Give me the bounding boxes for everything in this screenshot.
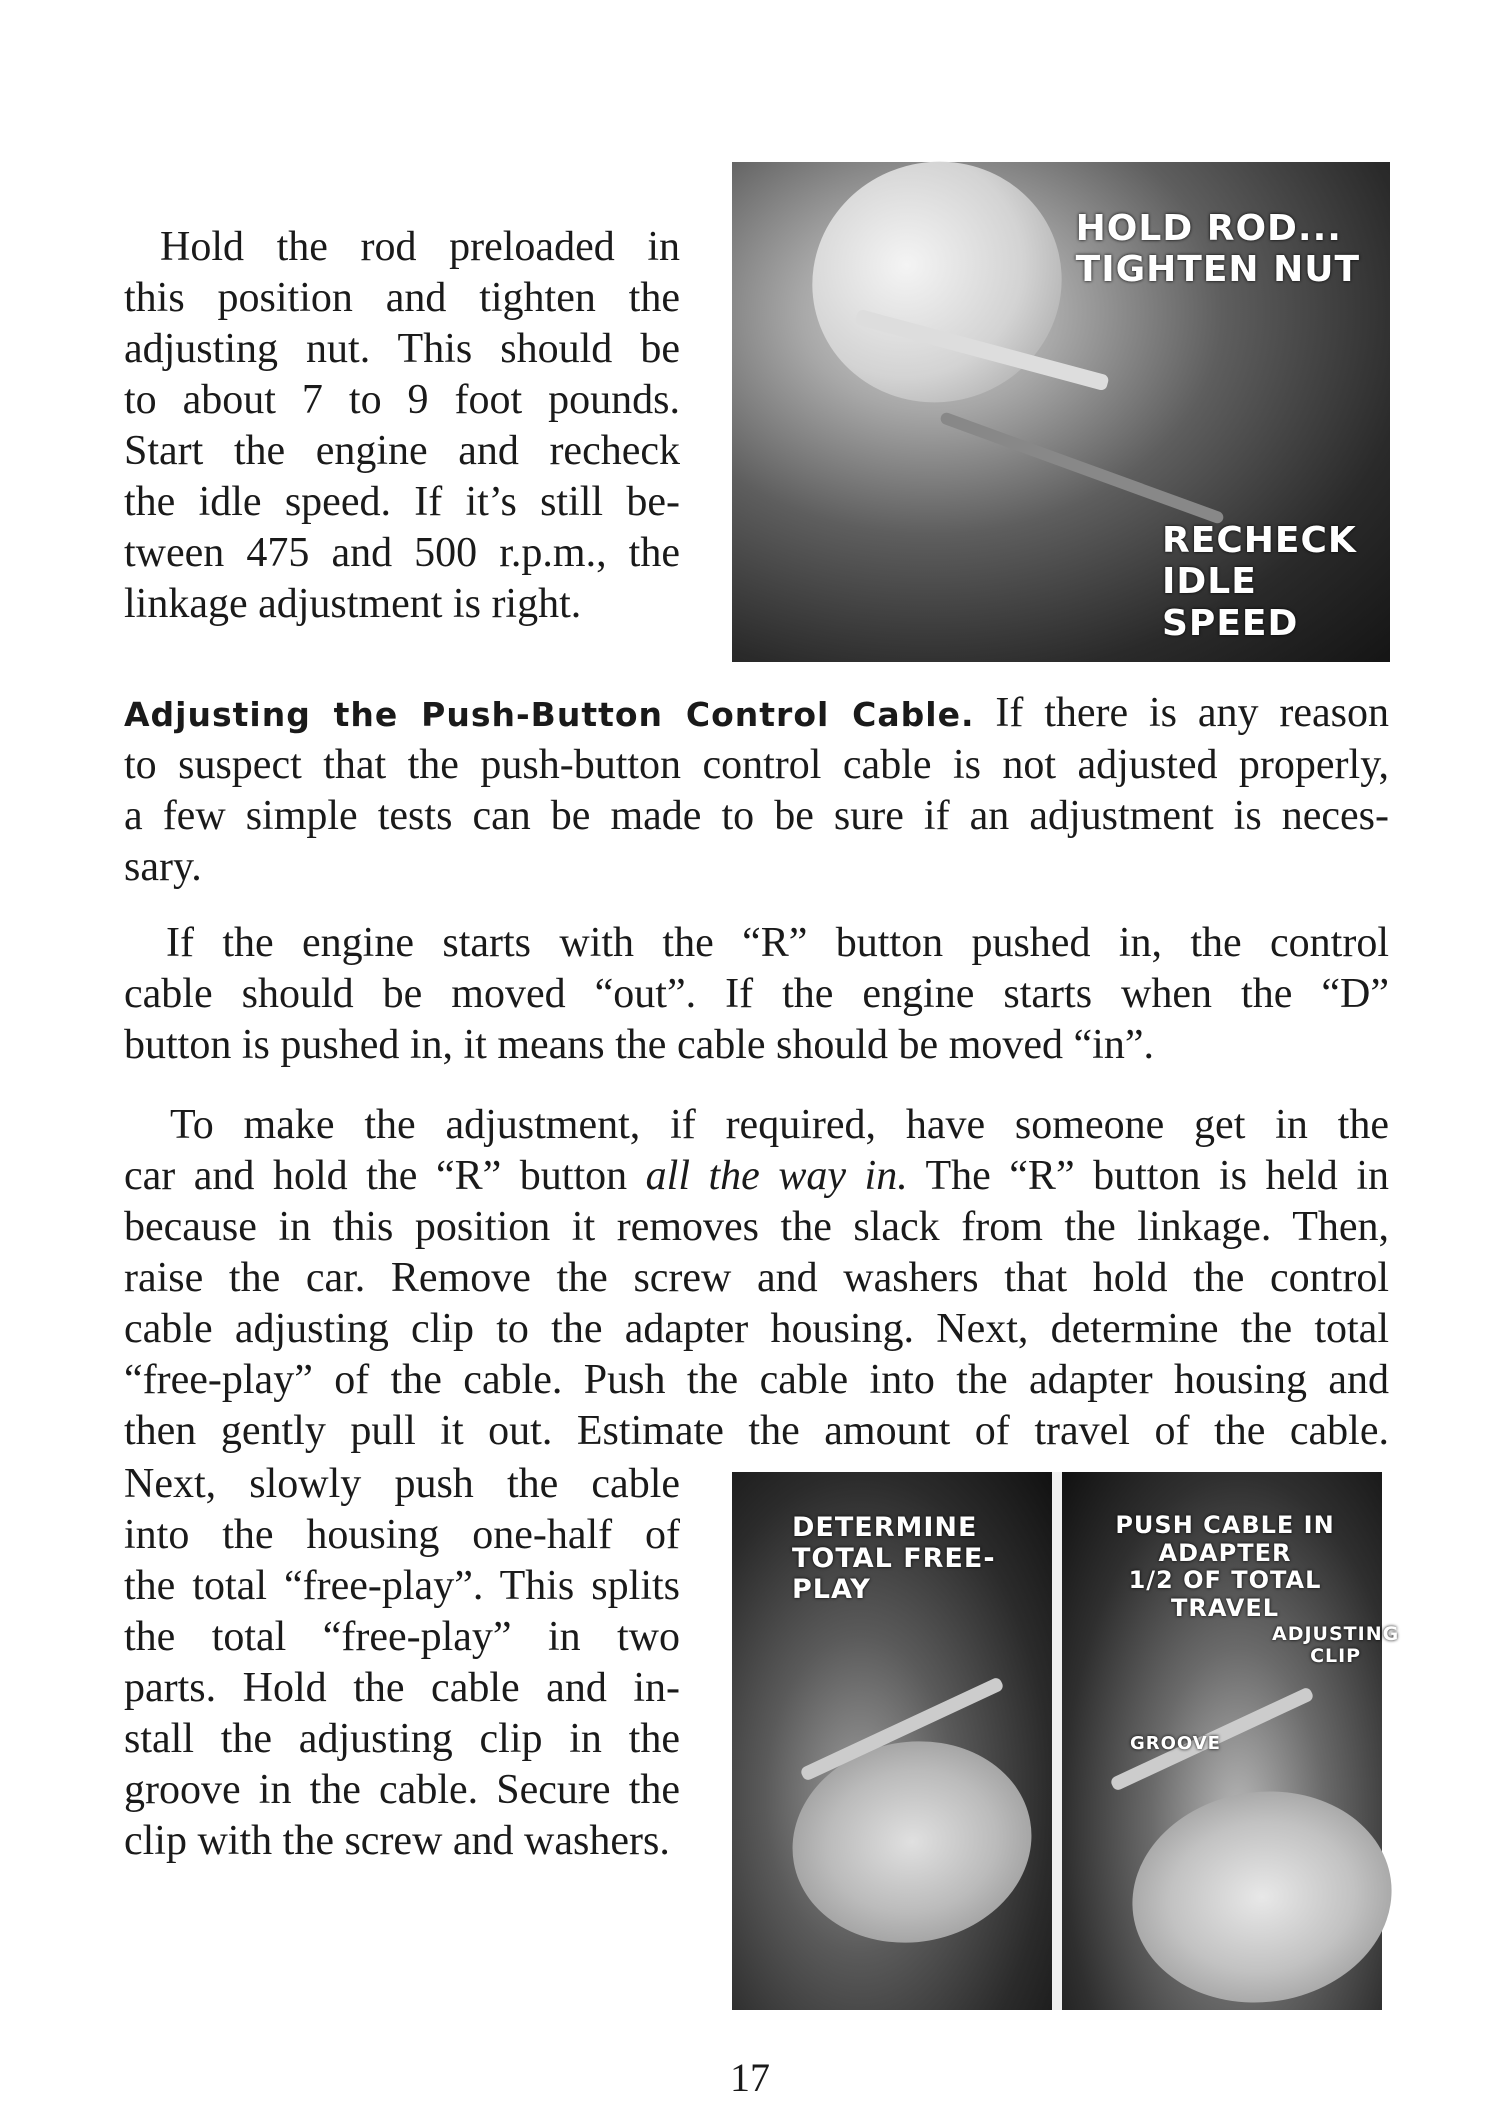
page-number: 17 xyxy=(730,2055,770,2100)
text-line: Start the engine and recheck xyxy=(124,428,680,474)
text-line: parts. Hold the cable and in- xyxy=(124,1665,680,1711)
engine-start-paragraph xyxy=(124,918,1389,1071)
photo-caption-determine: DETERMINE TOTAL FREE-PLAY xyxy=(792,1512,996,1606)
adjustment-paragraph xyxy=(124,1100,1389,1457)
text-line: cable adjusting clip to the adapter housing. Next, determine the total xyxy=(124,1306,1389,1352)
emphasis: all the way in. xyxy=(645,1153,908,1199)
text-line: raise the car. Remove the screw and washers that hold the control xyxy=(124,1255,1389,1301)
text-line: a few simple tests can be made to be sure if an adjustment is neces- xyxy=(124,793,1389,839)
photo-caption-push-cable: PUSH CABLE IN ADAPTER 1/2 OF TOTAL TRAVEL xyxy=(1115,1511,1335,1622)
intro-paragraph xyxy=(124,222,680,630)
photo-panel-push-cable xyxy=(1062,1472,1400,2010)
photo-cable-adjustment xyxy=(732,1472,1400,2010)
text-line: into the housing one-half of xyxy=(124,1512,680,1558)
hand-image xyxy=(1119,1775,1406,2019)
text-line: to about 7 to 9 foot pounds. xyxy=(124,377,680,423)
photo-caption-recheck-idle: RECHECK IDLE SPEED xyxy=(1162,520,1357,644)
text-line: stall the adjusting clip in the xyxy=(124,1716,680,1762)
text-line: Next, slowly push the cable xyxy=(124,1461,680,1507)
panel-divider xyxy=(1052,1472,1062,2010)
photo-caption-hold-rod: HOLD ROD... TIGHTEN NUT xyxy=(1075,208,1360,291)
label-groove: GROOVE xyxy=(1130,1733,1221,1754)
section-heading: Adjusting the Push-Button Control Cable. xyxy=(124,695,975,734)
text-line: Adjusting the Push-Button Control Cable. If there is any reason xyxy=(124,690,1389,736)
text-line: To make the adjustment, if required, have someone get in the xyxy=(170,1102,1389,1148)
text-line: Hold the rod preloaded in xyxy=(160,224,680,270)
hand-image xyxy=(785,134,1089,431)
text-line: button is pushed in, it means the cable should be moved “in”. xyxy=(124,1022,1154,1068)
section-paragraph xyxy=(124,688,1389,893)
text-line: the total “free-play”. This splits xyxy=(124,1563,680,1609)
text-line: adjusting nut. This should be xyxy=(124,326,680,372)
text-line: car and hold the “R” button all the way in. The “R” button is held in xyxy=(124,1153,1389,1199)
text-line: this position and tighten the xyxy=(124,275,680,321)
text-line: linkage adjustment is right. xyxy=(124,581,582,627)
text-line: clip with the screw and washers. xyxy=(124,1818,670,1864)
rod-image xyxy=(939,411,1225,525)
text-line: the total “free-play” in two xyxy=(124,1614,680,1660)
text-line: then gently pull it out. Estimate the amount of travel of the cable. xyxy=(124,1408,1389,1454)
text-line: cable should be moved “out”. If the engine starts when the “D” xyxy=(124,971,1389,1017)
photo-hold-rod-tighten-nut xyxy=(732,162,1390,662)
text-line: groove in the cable. Secure the xyxy=(124,1767,680,1813)
install-clip-paragraph xyxy=(124,1459,680,1867)
photo-panel-determine-free-play xyxy=(732,1472,1052,2010)
hand-image xyxy=(776,1723,1047,1962)
label-adjusting-clip: ADJUSTING CLIP xyxy=(1272,1623,1400,1667)
text-line: because in this position it removes the slack from the linkage. Then, xyxy=(124,1204,1389,1250)
text-line: If the engine starts with the “R” button pushed in, the control xyxy=(166,920,1389,966)
text-line: to suspect that the push-button control cable is not adjusted properly, xyxy=(124,742,1389,788)
text-line: sary. xyxy=(124,844,202,890)
text-line: “free-play” of the cable. Push the cable into the adapter housing and xyxy=(124,1357,1389,1403)
text-line: tween 475 and 500 r.p.m., the xyxy=(124,530,680,576)
text-line: the idle speed. If it’s still be- xyxy=(124,479,680,525)
